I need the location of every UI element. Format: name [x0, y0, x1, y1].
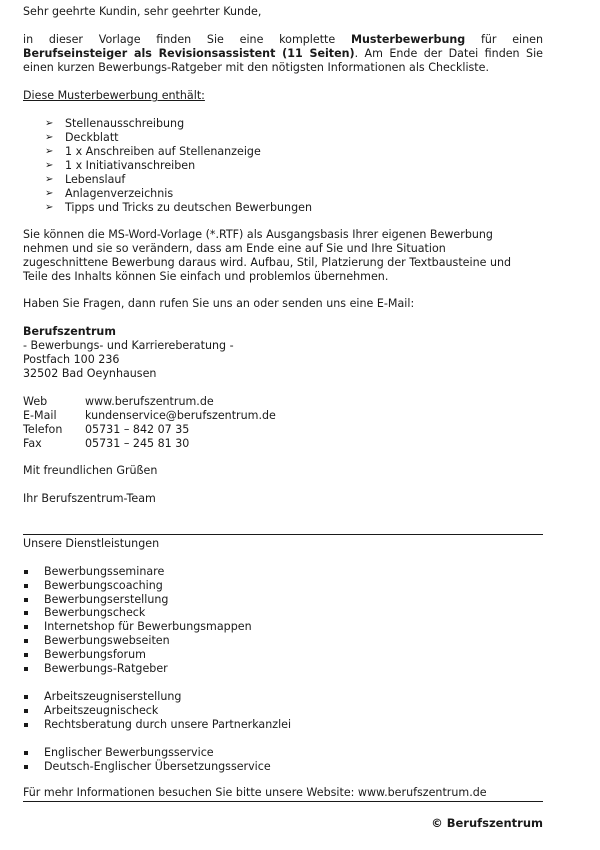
- greeting: Sehr geehrte Kundin, sehr geehrter Kunde,: [23, 5, 262, 18]
- company-street: Postfach 100 236: [23, 353, 120, 366]
- arrow-bullet-icon: ➢: [45, 174, 54, 185]
- service-item: Bewerbungswebseiten: [44, 634, 170, 647]
- square-bullet-icon: [24, 723, 28, 727]
- contents-item: Anlagenverzeichnis: [65, 187, 174, 200]
- arrow-bullet-icon: ➢: [45, 146, 54, 157]
- contact-value[interactable]: kundenservice@berufszentrum.de: [85, 409, 276, 422]
- square-bullet-icon: [24, 625, 28, 629]
- service-item: Bewerbungs-Ratgeber: [44, 661, 168, 675]
- contact-value: 05731 – 245 81 30: [85, 437, 190, 450]
- square-bullet-icon: [24, 667, 28, 671]
- contact-label: Web: [23, 395, 48, 408]
- service-item: Bewerbungscoaching: [44, 578, 163, 592]
- usage-line: zugeschnittene Bewerbung daraus wird. Aufbau, Stil, Platzierung der Textbausteine und: [23, 256, 512, 269]
- contents-item: Lebenslauf: [65, 173, 126, 186]
- square-bullet-icon: [24, 765, 28, 769]
- signature: Ihr Berufszentrum-Team: [23, 492, 156, 505]
- usage-line: Sie können die MS-Word-Vorlage (*.RTF) als Ausgangsbasis Ihrer eigenen Bewerbung: [23, 228, 493, 241]
- intro-text: in dieser Vorlage finden Sie eine komplette: [23, 33, 351, 46]
- intro-bold-product: Musterbewerbung: [350, 33, 466, 46]
- questions-text: Haben Sie Fragen, dann rufen Sie uns an oder senden uns eine E-Mail:: [23, 297, 415, 310]
- intro-line-1: [23, 33, 543, 47]
- service-item: Rechtsberatung durch unsere Partnerkanzlei: [44, 717, 292, 731]
- service-item: Englischer Bewerbungsservice: [44, 746, 214, 759]
- arrow-bullet-icon: ➢: [45, 132, 54, 143]
- square-bullet-icon: [24, 598, 28, 602]
- divider: [23, 534, 543, 535]
- intro-text: für einen: [465, 33, 543, 46]
- service-item: Bewerbungserstellung: [44, 592, 169, 606]
- contents-item: 1 x Anschreiben auf Stellenanzeige: [65, 145, 261, 158]
- contents-item: Stellenausschreibung: [65, 117, 185, 130]
- service-item: Bewerbungsseminare: [44, 565, 165, 578]
- company-city: 32502 Bad Oeynhausen: [23, 367, 157, 380]
- service-item: Bewerbungscheck: [44, 606, 146, 620]
- services-heading: Unsere Dienstleistungen: [23, 537, 160, 550]
- contents-item: Tipps und Tricks zu deutschen Bewerbungen: [65, 201, 312, 214]
- company-tagline: - Bewerbungs- und Karriereberatung -: [23, 339, 234, 352]
- usage-line: Teile des Inhalts können Sie einfach und problemlos übernehmen.: [23, 270, 389, 283]
- square-bullet-icon: [24, 709, 28, 713]
- square-bullet-icon: [24, 751, 28, 755]
- arrow-bullet-icon: ➢: [45, 188, 54, 199]
- contents-heading: Diese Musterbewerbung enthält:: [23, 89, 205, 102]
- square-bullet-icon: [24, 653, 28, 657]
- contents-item: 1 x Initiativanschreiben: [65, 159, 196, 172]
- intro-bold-title: Berufseinsteiger als Revisionsassistent (11 Seiten): [23, 47, 355, 60]
- square-bullet-icon: [24, 639, 28, 643]
- arrow-bullet-icon: ➢: [45, 118, 54, 129]
- square-bullet-icon: [24, 584, 28, 588]
- contact-value[interactable]: www.berufszentrum.de: [85, 395, 214, 408]
- intro-line-2: [23, 47, 543, 61]
- service-item: Bewerbungsforum: [44, 647, 146, 661]
- square-bullet-icon: [24, 611, 28, 615]
- intro-line-3: einen kurzen Bewerbungs-Ratgeber mit den nötigsten Informationen als Checkliste.: [23, 61, 490, 74]
- service-item: Internetshop für Bewerbungsmappen: [44, 620, 252, 634]
- usage-line: nehmen und sie so verändern, dass am Ende eine auf Sie und Ihre Situation: [23, 242, 446, 255]
- company-name: Berufszentrum: [23, 325, 116, 338]
- contact-label: Telefon: [23, 423, 63, 436]
- contact-value: 05731 – 842 07 35: [85, 423, 190, 436]
- intro-text: . Am Ende der Datei finden Sie: [354, 47, 543, 60]
- square-bullet-icon: [24, 695, 28, 699]
- arrow-bullet-icon: ➢: [45, 202, 54, 213]
- contact-label: Fax: [23, 437, 42, 450]
- copyright: © Berufszentrum: [431, 816, 543, 830]
- service-item: Arbeitszeugnischeck: [44, 703, 159, 717]
- closing: Mit freundlichen Grüßen: [23, 464, 158, 477]
- service-item: Arbeitszeugniserstellung: [44, 690, 182, 703]
- more-info-text: Für mehr Informationen besuchen Sie bitte unsere Website: www.berufszentrum.de: [23, 786, 487, 799]
- arrow-bullet-icon: ➢: [45, 160, 54, 171]
- service-item: Deutsch-Englischer Übersetzungsservice: [44, 759, 271, 773]
- contents-item: Deckblatt: [65, 131, 119, 144]
- divider: [23, 801, 543, 802]
- square-bullet-icon: [24, 570, 28, 574]
- contact-label: E-Mail: [23, 409, 57, 422]
